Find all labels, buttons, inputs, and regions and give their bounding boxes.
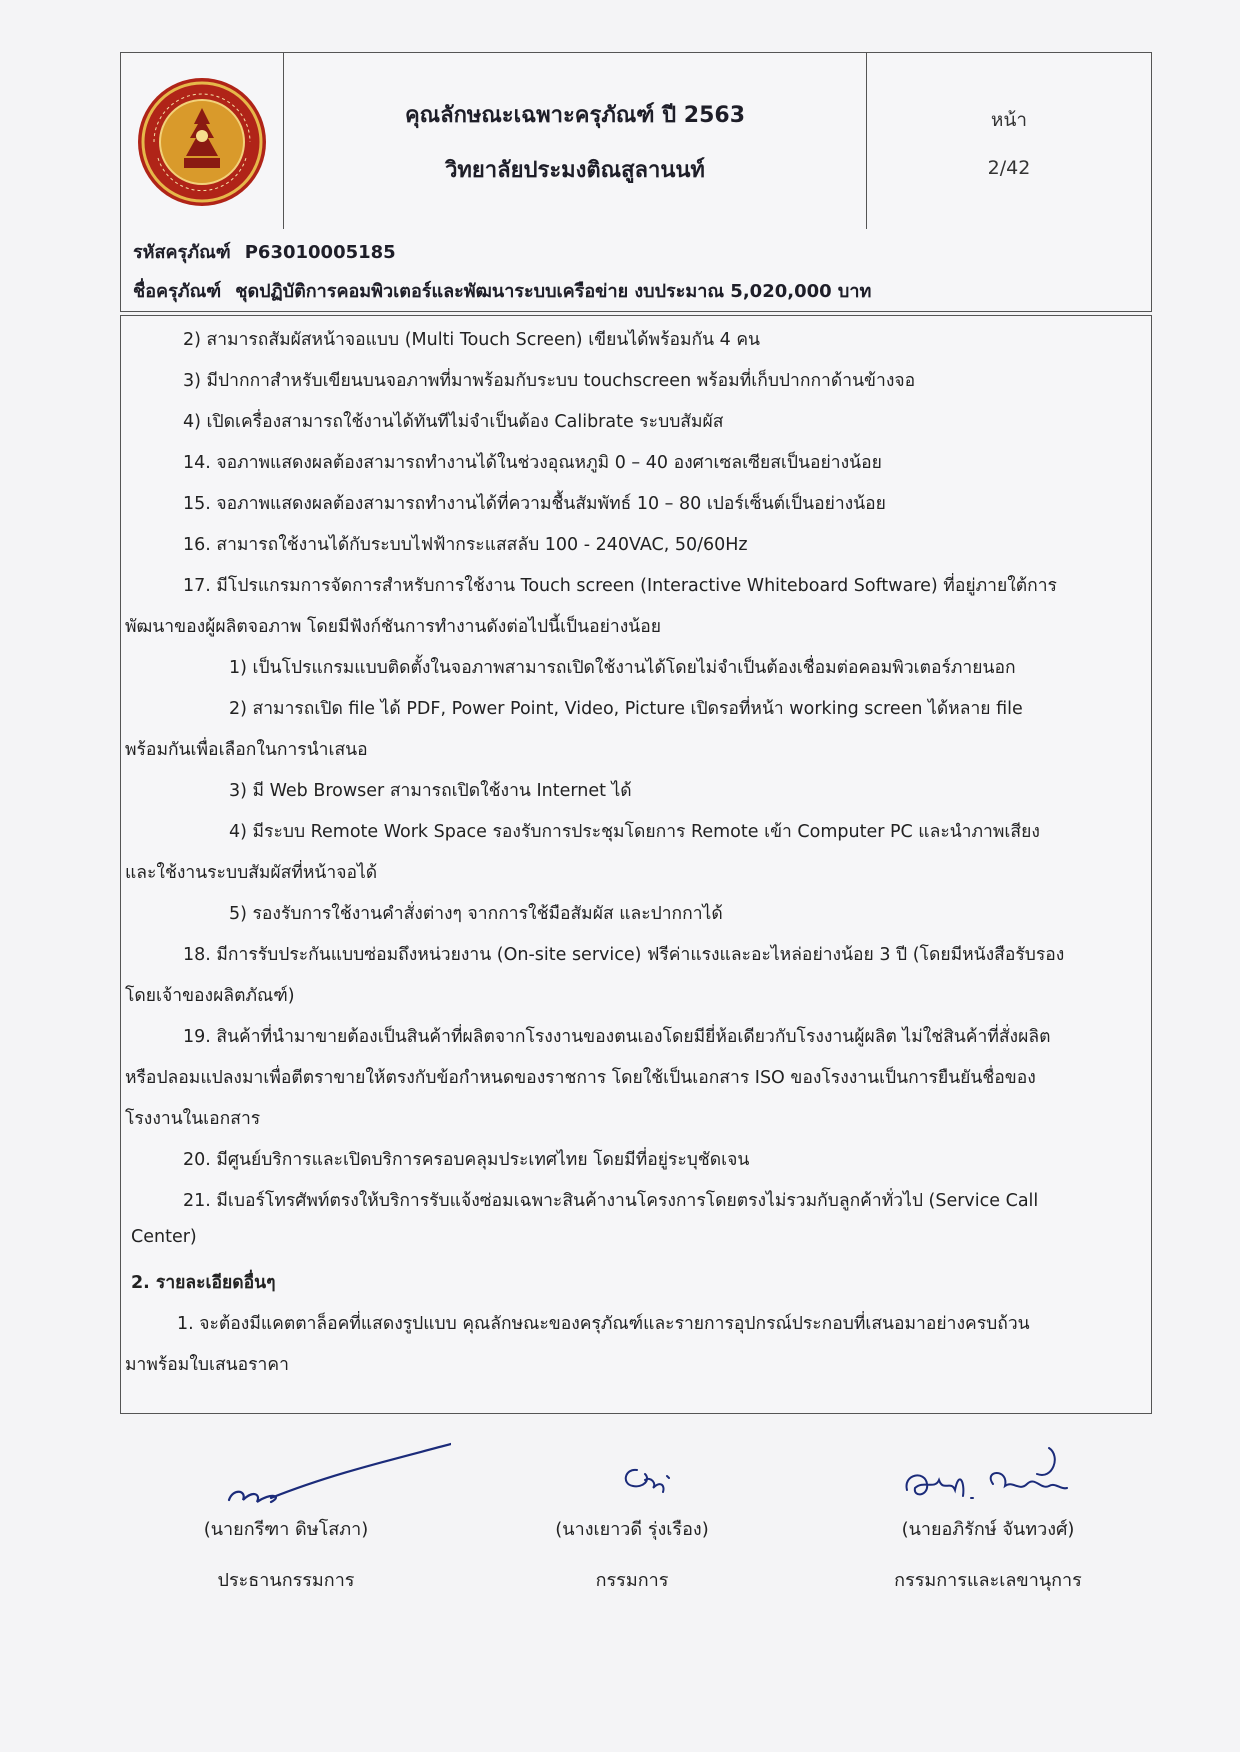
document-header xyxy=(120,52,1152,231)
equipment-name-row xyxy=(133,276,871,305)
handwritten-signature xyxy=(121,1440,451,1510)
spec-line: 4) เปิดเครื่องสามารถใช้งานได้ทันทีไม่จำเป็นต้อง Calibrate ระบบสัมผัส xyxy=(183,412,724,432)
spec-line: 19. สินค้าที่นำมาขายต้องเป็นสินค้าที่ผลิตจากโรงงานของตนเองโดยมียี่ห้อเดียวกับโรงงานผู้ผลิต ไม่ใช่สินค้าที่สั่งผลิต xyxy=(183,1027,1051,1047)
specification-body xyxy=(120,315,1152,1414)
page-number: 2/42 xyxy=(987,156,1031,179)
signature-block xyxy=(106,1440,466,1594)
logo-cell xyxy=(121,53,284,230)
spec-line: โรงงานในเอกสาร xyxy=(125,1109,261,1129)
spec-line: พร้อมกันเพื่อเลือกในการนำเสนอ xyxy=(125,740,368,760)
spec-line: 16. สามารถใช้งานได้กับระบบไฟฟ้ากระแสสลับ 100 - 240VAC, 50/60Hz xyxy=(183,535,748,555)
spec-line: โดยเจ้าของผลิตภัณฑ์) xyxy=(125,986,295,1006)
equipment-code-label: รหัสครุภัณฑ์ xyxy=(133,242,231,263)
signatory-name: (นางเยาวดี รุ่งเรือง) xyxy=(555,1519,709,1540)
spec-line: Center) xyxy=(131,1227,197,1247)
section-heading: 2. รายละเอียดอื่นๆ xyxy=(131,1273,276,1293)
spec-line: 1) เป็นโปรแกรมแบบติดตั้งในจอภาพสามารถเปิดใช้งานได้โดยไม่จำเป็นต้องเชื่อมต่อคอมพิวเตอร์ภายนอก xyxy=(229,658,1016,678)
page-cell xyxy=(867,53,1151,230)
spec-line: พัฒนาของผู้ผลิตจอภาพ โดยมีฟังก์ชันการทำงานดังต่อไปนี้เป็นอย่างน้อย xyxy=(125,617,661,637)
spec-line: 17. มีโปรแกรมการจัดการสำหรับการใช้งาน Touch screen (Interactive Whiteboard Software) ที่อยู่ภายใต้การ xyxy=(183,576,1057,596)
title-cell xyxy=(284,53,867,230)
spec-line: 3) มี Web Browser สามารถเปิดใช้งาน Internet ได้ xyxy=(229,781,632,801)
equipment-code-row xyxy=(133,237,396,266)
spec-line: 21. มีเบอร์โทรศัพท์ตรงให้บริการรับแจ้งซ่อมเฉพาะสินค้างานโครงการโดยตรงไม่รวมกับลูกค้าทั่วไป (Service Call xyxy=(183,1191,1039,1211)
spec-line: 2) สามารถสัมผัสหน้าจอแบบ (Multi Touch Screen) เขียนได้พร้อมกัน 4 คน xyxy=(183,330,760,350)
signatory-name: (นายอภิรักษ์ จันทวงศ์) xyxy=(901,1519,1075,1540)
signatory-name: (นายกรีฑา ดิษโสภา) xyxy=(203,1519,369,1540)
signatory-role: ประธานกรรมการ xyxy=(217,1570,355,1591)
signatory-role: กรรมการ xyxy=(595,1570,669,1591)
equipment-name-value: ชุดปฏิบัติการคอมพิวเตอร์และพัฒนาระบบเครือข่าย งบประมาณ 5,020,000 บาท xyxy=(235,281,872,302)
signatory-role: กรรมการและเลขานุการ xyxy=(894,1570,1082,1591)
equipment-code-value: P63010005185 xyxy=(244,242,396,263)
signature-block xyxy=(452,1440,812,1594)
equipment-name-label: ชื่อครุภัณฑ์ xyxy=(133,281,222,302)
signature-block xyxy=(808,1440,1168,1594)
spec-line: 5) รองรับการใช้งานคำสั่งต่างๆ จากการใช้มือสัมผัส และปากกาได้ xyxy=(229,904,723,924)
spec-line: 4) มีระบบ Remote Work Space รองรับการประชุมโดยการ Remote เข้า Computer PC และนำภาพเสียง xyxy=(229,822,1040,842)
spec-line: และใช้งานระบบสัมผัสที่หน้าจอได้ xyxy=(125,863,378,883)
spec-line: มาพร้อมใบเสนอราคา xyxy=(125,1355,289,1375)
spec-line: 1. จะต้องมีแคตตาล็อคที่แสดงรูปแบบ คุณลักษณะของครุภัณฑ์และรายการอุปกรณ์ประกอบที่เสนอมาอย่างครบถ้วน xyxy=(177,1314,1030,1334)
spec-line: 20. มีศูนย์บริการและเปิดบริการครอบคลุมประเทศไทย โดยมีที่อยู่ระบุชัดเจน xyxy=(183,1150,750,1170)
page-label: หน้า xyxy=(990,108,1028,131)
spec-line: 15. จอภาพแสดงผลต้องสามารถทำงานได้ที่ความชื้นสัมพัทธ์ 10 – 80 เปอร์เซ็นต์เป็นอย่างน้อย xyxy=(183,494,886,514)
document-title: คุณลักษณะเฉพาะครุภัณฑ์ ปี 2563 xyxy=(404,102,746,128)
spec-line: 2) สามารถเปิด file ได้ PDF, Power Point, Video, Picture เปิดรอที่หน้า working screen ได้หลาย file xyxy=(229,699,1023,719)
vocational-commission-seal-icon xyxy=(134,74,270,210)
handwritten-signature xyxy=(823,1440,1153,1510)
equipment-info xyxy=(120,229,1152,312)
handwritten-signature xyxy=(467,1440,797,1510)
spec-line: 14. จอภาพแสดงผลต้องสามารถทำงานได้ในช่วงอุณหภูมิ 0 – 40 องศาเซลเซียสเป็นอย่างน้อย xyxy=(183,453,882,473)
spec-line: 18. มีการรับประกันแบบซ่อมถึงหน่วยงาน (On-site service) ฟรีค่าแรงและอะไหล่อย่างน้อย 3 ปี (โดยมีหนังสือรับรอง xyxy=(183,945,1065,965)
spec-line: หรือปลอมแปลงมาเพื่อตีตราขายให้ตรงกับข้อกำหนดของราชการ โดยใช้เป็นเอกสาร ISO ของโรงงานเป็นการยืนยันชื่อของ xyxy=(125,1068,1036,1088)
college-name: วิทยาลัยประมงติณสูลานนท์ xyxy=(445,157,705,183)
spec-line: 3) มีปากกาสำหรับเขียนบนจอภาพที่มาพร้อมกับระบบ touchscreen พร้อมที่เก็บปากกาด้านข้างจอ xyxy=(183,371,916,391)
